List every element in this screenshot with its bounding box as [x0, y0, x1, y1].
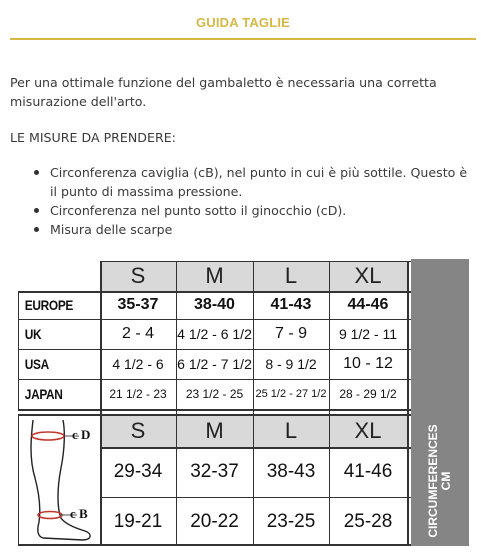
grid-line — [18, 379, 411, 380]
circ-header-s: S — [100, 415, 176, 447]
japan-l: 25 1/2 - 27 1/2 — [255, 388, 327, 400]
cm-text: CM — [439, 471, 453, 490]
circumferences-label — [411, 415, 469, 546]
page-header — [10, 0, 476, 40]
size-header-s: S — [100, 261, 176, 291]
usa-s: 4 1/2 - 6 — [112, 356, 164, 372]
cd-m: 32-37 — [190, 461, 239, 482]
uk-s: 2 - 4 — [121, 325, 154, 342]
cd-l: 38-43 — [266, 461, 316, 482]
circ-header-m: M — [176, 415, 253, 447]
grid-line — [18, 319, 411, 320]
list-item: Circonferenza caviglia (cB), nel punto in cui è più sottile. Questo è il punto di massima pressione. — [32, 163, 476, 201]
europe-l: 41-43 — [270, 296, 312, 313]
row-label-europe: EUROPE — [24, 297, 74, 313]
cd-xl: 41-46 — [343, 461, 393, 482]
cd-label: c D — [72, 427, 91, 442]
uk-m: 4 1/2 - 6 1/2 — [177, 326, 252, 342]
intro-text: Per una ottimale funzione del gambaletto è necessaria una corretta misurazione dell'arto. — [10, 75, 437, 109]
grid-line — [18, 349, 411, 350]
grid-line — [18, 544, 411, 546]
japan-s: 21 1/2 - 23 — [109, 387, 167, 401]
cd-s: 29-34 — [113, 461, 163, 482]
size-header-m: M — [176, 261, 253, 291]
usa-m: 6 1/2 - 7 1/2 — [177, 356, 252, 372]
grid-line — [18, 291, 411, 293]
circ-header-l: L — [253, 415, 329, 447]
cb-label: c B — [70, 506, 88, 521]
grid-line — [329, 261, 330, 546]
europe-s: 35-37 — [117, 296, 159, 313]
cb-xl: 25-28 — [343, 510, 393, 532]
row-label-uk: UK — [24, 326, 42, 342]
europe-xl: 44-46 — [347, 296, 389, 313]
cb-m: 20-22 — [190, 510, 239, 532]
japan-xl: 28 - 29 1/2 — [339, 387, 397, 401]
cb-l: 23-25 — [266, 510, 316, 532]
size-header-xl: XL — [329, 261, 407, 291]
usa-xl: 10 - 12 — [343, 355, 393, 372]
list-item: Misura delle scarpe — [32, 220, 476, 239]
grid-line — [100, 261, 102, 546]
grid-line — [18, 414, 19, 546]
grid-line — [18, 409, 411, 411]
row-label-usa: USA — [24, 356, 49, 372]
usa-l: 8 - 9 1/2 — [265, 356, 317, 372]
cb-s: 19-21 — [113, 510, 163, 532]
size-header-l: L — [253, 261, 329, 291]
japan-m: 23 1/2 - 25 — [185, 387, 244, 401]
grid-line — [253, 261, 254, 546]
uk-l: 7 - 9 — [274, 325, 307, 342]
grid-line — [18, 414, 411, 416]
grid-line — [407, 261, 409, 546]
uk-xl: 9 1/2 - 11 — [338, 326, 398, 342]
grid-line — [176, 261, 177, 546]
europe-m: 38-40 — [194, 296, 235, 313]
circumferences-text: CIRCUMFERENCES — [426, 423, 440, 538]
circ-header-xl: XL — [329, 415, 407, 447]
grid-line — [18, 291, 19, 411]
grid-line — [100, 261, 411, 262]
page-title: GUIDA TAGLIE — [195, 15, 291, 30]
measure-list — [32, 163, 476, 239]
grid-line — [100, 497, 411, 498]
row-label-japan: JAPAN — [24, 386, 63, 402]
size-chart — [18, 259, 469, 546]
section-title: LE MISURE DA PRENDERE: — [10, 130, 176, 145]
grid-line — [100, 447, 411, 449]
list-item: Circonferenza nel punto sotto il ginocchio (cD). — [32, 201, 476, 220]
